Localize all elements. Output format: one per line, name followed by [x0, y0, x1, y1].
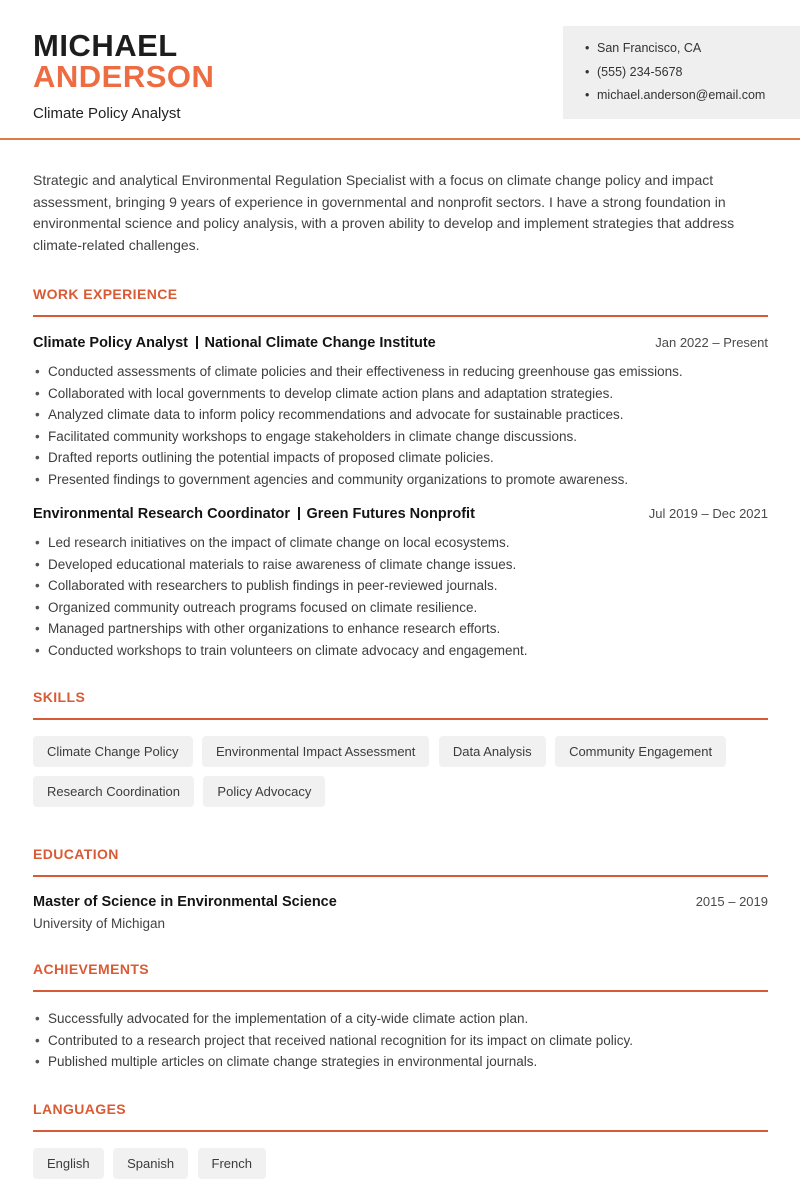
section-work-experience: [33, 286, 768, 659]
skill-chip: Data Analysis: [439, 736, 546, 767]
job-entry-2: [33, 506, 768, 659]
education-header-row: [33, 894, 768, 910]
work-experience-heading: WORK EXPERIENCE: [33, 286, 768, 317]
candidate-first-name: MICHAEL: [33, 28, 178, 63]
job-bullet: • Collaborated with researchers to publish findings in peer-reviewed journals.: [33, 577, 768, 595]
education-dates: 2015 – 2019: [695, 894, 768, 909]
job-dates: Jul 2019 – Dec 2021: [648, 506, 768, 521]
job-header-row: [33, 506, 768, 522]
skill-chip: Environmental Impact Assessment: [202, 736, 429, 767]
achievements-bullet-list: [33, 1010, 768, 1071]
job-bullet: • Organized community outreach programs focused on climate resilience.: [33, 599, 768, 617]
language-chip: Spanish: [113, 1148, 188, 1179]
achievements-heading: ACHIEVEMENTS: [33, 961, 768, 992]
job-title: Climate Policy Analyst: [33, 335, 188, 351]
skill-chip: Climate Change Policy: [33, 736, 193, 767]
contact-info-box: [563, 26, 800, 119]
job-bullet: • Developed educational materials to raise awareness of climate change issues.: [33, 556, 768, 574]
section-languages: [33, 1101, 768, 1188]
achievement-bullet: • Successfully advocated for the implementation of a city-wide climate action plan.: [33, 1010, 768, 1028]
language-chip: English: [33, 1148, 104, 1179]
skills-chip-list: [33, 736, 768, 816]
pipe-separator: [298, 507, 300, 520]
candidate-job-title: Climate Policy Analyst: [33, 105, 181, 122]
section-education: [33, 846, 768, 931]
languages-chip-list: [33, 1148, 768, 1188]
pipe-separator: [196, 336, 198, 349]
achievement-bullet: • Contributed to a research project that received national recognition for its impact on climate policy.: [33, 1032, 768, 1050]
job-entry-1: [33, 335, 768, 488]
language-chip: French: [198, 1148, 266, 1179]
section-skills: [33, 689, 768, 816]
skills-heading: SKILLS: [33, 689, 768, 720]
job-company: Green Futures Nonprofit: [306, 506, 475, 522]
job-bullet: • Led research initiatives on the impact of climate change on local ecosystems.: [33, 534, 768, 552]
job-title: Environmental Research Coordinator: [33, 506, 291, 522]
summary-paragraph: Strategic and analytical Environmental Regulation Specialist with a focus on climate change policy and impact assessment, bringing 9 years of experience in governmental and nonprofit sectors. I have a strong foundation in environmental science and policy analysis, with a proven ability to develop and implement strategies that address climate-related challenges.: [33, 172, 735, 253]
job-bullet: • Drafted reports outlining the potential impacts of proposed climate policies.: [33, 449, 768, 467]
contact-line: • (555) 234-5678: [585, 61, 784, 85]
job-bullet: • Conducted assessments of climate policies and their effectiveness in reducing greenhouse gas emissions.: [33, 363, 768, 381]
job-bullet: • Collaborated with local governments to develop climate action plans and adaptation strategies.: [33, 385, 768, 403]
job-bullet: • Conducted workshops to train volunteers on climate advocacy and engagement.: [33, 642, 768, 660]
achievement-bullet: • Published multiple articles on climate change strategies in environmental journals.: [33, 1053, 768, 1071]
job-bullet-list: [33, 363, 768, 488]
header-divider: [0, 138, 800, 140]
contact-line: • michael.anderson@email.com: [585, 84, 784, 108]
job-company: National Climate Change Institute: [204, 335, 436, 351]
languages-heading: LANGUAGES: [33, 1101, 768, 1132]
education-heading: EDUCATION: [33, 846, 768, 877]
job-bullet: • Presented findings to government agencies and community organizations to promote awareness.: [33, 471, 768, 489]
education-school: University of Michigan: [33, 916, 166, 931]
skill-chip: Community Engagement: [555, 736, 726, 767]
job-title-company: [33, 335, 436, 351]
candidate-last-name: ANDERSON: [33, 59, 215, 94]
job-title-company: [33, 506, 475, 522]
job-dates: Jan 2022 – Present: [655, 335, 768, 350]
resume-header: [33, 30, 768, 122]
job-header-row: [33, 335, 768, 351]
education-entry: [33, 894, 768, 931]
skill-chip: Research Coordination: [33, 776, 194, 807]
job-bullet: • Managed partnerships with other organizations to enhance research efforts.: [33, 620, 768, 638]
skill-chip: Policy Advocacy: [203, 776, 325, 807]
job-bullet: • Facilitated community workshops to engage stakeholders in climate change discussions.: [33, 428, 768, 446]
degree-title: Master of Science in Environmental Science: [33, 894, 337, 910]
job-bullet-list: [33, 534, 768, 659]
job-bullet: • Analyzed climate data to inform policy recommendations and advocate for sustainable practices.: [33, 406, 768, 424]
contact-line: • San Francisco, CA: [585, 37, 784, 61]
section-achievements: [33, 961, 768, 1071]
